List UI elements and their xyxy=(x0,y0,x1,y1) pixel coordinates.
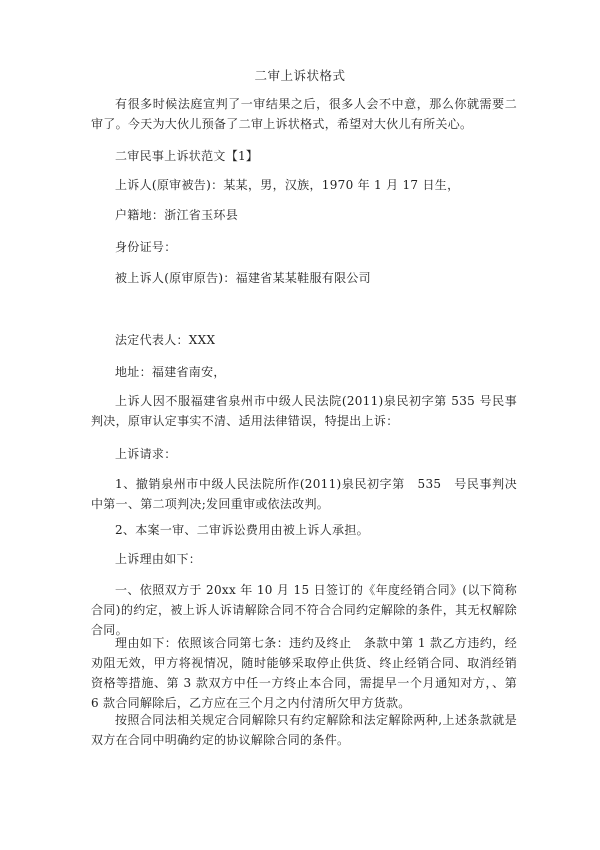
legal-rep-line: 法定代表人：XXX xyxy=(115,333,216,347)
intro-paragraph: 有很多时候法庭宣判了一审结果之后，很多人会不中意，那么你就需要二审了。今天为大伙儿预备了二审上诉状格式，希望对大伙儿有所关心。 xyxy=(91,97,517,131)
reason-law-paragraph: 按照合同法相关规定合同解除只有约定解除和法定解除两种,上述条款就是双方在合同中明确约定的协议解除合同的条件。 xyxy=(91,713,517,747)
statement-paragraph: 上诉人因不服福建省泉州市中级人民法院(2011)泉民初字第 535 号民事判决，原审认定事实不清、适用法律错误，特提出上诉： xyxy=(91,394,517,428)
document-title: 二审上诉状格式 xyxy=(254,68,346,83)
request-heading: 上诉请求： xyxy=(115,447,177,461)
request-item-1: 1、撤销泉州市中级人民法院所作(2011)泉民初字第 535 号民事判决中第一、第二项判决;发回重审或依法改判。 xyxy=(91,477,517,511)
address-line: 地址：福建省南安， xyxy=(115,365,226,379)
appellant-line: 上诉人(原审被告)：某某，男，汉族，1970 年 1 月 17 日生， xyxy=(115,178,460,192)
appellee-line: 被上诉人(原审原告)：福建省某某鞋服有限公司 xyxy=(115,271,371,285)
sample-heading: 二审民事上诉状范文【1】 xyxy=(115,149,259,163)
reason-detail-paragraph: 理由如下：依照该合同第七条：违约及终止 条款中第 1 款乙方违约，经劝阻无效，甲方将视情况，随时能够采取停止供货、终止经销合同、取消经销资格等措施、第 3 款双方中任一方终止本合同，需提早一个月通知对方，、第 6 款合同解除后，乙方应在三个月之内付清所欠甲方货款。 xyxy=(91,636,517,710)
household-line: 户籍地：浙江省玉环县 xyxy=(115,208,239,222)
request-item-2: 2、本案一审、二审诉讼费用由被上诉人承担。 xyxy=(115,523,369,537)
id-number-line: 身份证号： xyxy=(115,240,177,254)
reasons-heading: 上诉理由如下： xyxy=(115,552,202,566)
reason-paragraph-1: 一、依照双方于 20xx 年 10 月 15 日签订的《年度经销合同》(以下简称合同)的约定，被上诉人诉请解除合同不符合合同约定解除的条件，其无权解除合同。 xyxy=(91,583,517,637)
